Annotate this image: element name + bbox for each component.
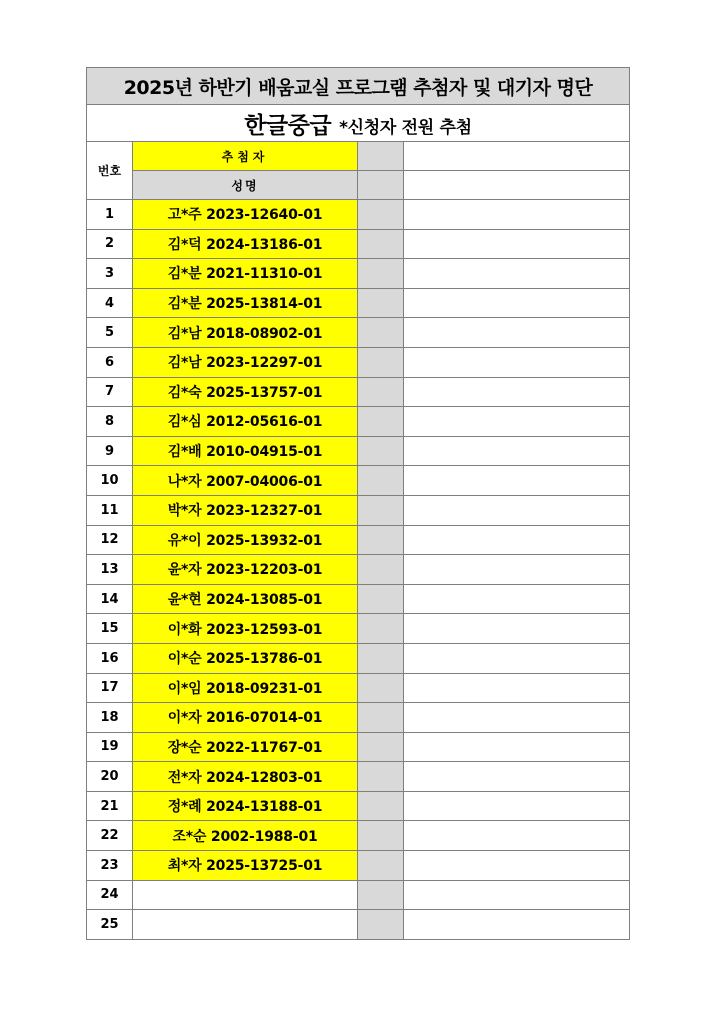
winner-name bbox=[133, 880, 358, 910]
blank-cell bbox=[404, 880, 630, 910]
table-row bbox=[87, 555, 630, 585]
gray-cell bbox=[358, 910, 404, 940]
blank-cell bbox=[404, 407, 630, 437]
winner-name: 박*자 2023-12327-01 bbox=[133, 495, 358, 525]
gray-header-cell bbox=[358, 142, 404, 171]
table-row bbox=[87, 762, 630, 792]
winner-name: 김*덕 2024-13186-01 bbox=[133, 229, 358, 259]
subtitle-cell bbox=[87, 105, 630, 142]
row-number: 4 bbox=[87, 288, 133, 318]
winner-name: 김*분 2021-11310-01 bbox=[133, 259, 358, 289]
blank-cell bbox=[404, 377, 630, 407]
blank-cell bbox=[404, 584, 630, 614]
gray-cell bbox=[358, 318, 404, 348]
gray-cell bbox=[358, 288, 404, 318]
blank-cell bbox=[404, 318, 630, 348]
row-number: 10 bbox=[87, 466, 133, 496]
row-number: 25 bbox=[87, 910, 133, 940]
subtitle-row bbox=[87, 105, 630, 142]
winner-name: 조*순 2002-1988-01 bbox=[133, 821, 358, 851]
row-number: 6 bbox=[87, 347, 133, 377]
name-header: 성명 bbox=[133, 171, 358, 200]
blank-cell bbox=[404, 466, 630, 496]
row-number: 18 bbox=[87, 703, 133, 733]
winner-name: 최*자 2025-13725-01 bbox=[133, 851, 358, 881]
blank-header-cell bbox=[404, 142, 630, 171]
gray-cell bbox=[358, 762, 404, 792]
row-number: 24 bbox=[87, 880, 133, 910]
blank-cell bbox=[404, 347, 630, 377]
winner-name: 김*남 2023-12297-01 bbox=[133, 347, 358, 377]
winner-name: 김*배 2010-04915-01 bbox=[133, 436, 358, 466]
blank-cell bbox=[404, 229, 630, 259]
blank-cell bbox=[404, 762, 630, 792]
table-row bbox=[87, 495, 630, 525]
winner-name: 김*숙 2025-13757-01 bbox=[133, 377, 358, 407]
table-row bbox=[87, 288, 630, 318]
gray-cell bbox=[358, 555, 404, 585]
winner-name: 이*화 2023-12593-01 bbox=[133, 614, 358, 644]
gray-cell bbox=[358, 347, 404, 377]
blank-cell bbox=[404, 732, 630, 762]
row-number: 16 bbox=[87, 643, 133, 673]
winner-name: 장*순 2022-11767-01 bbox=[133, 732, 358, 762]
table-row bbox=[87, 791, 630, 821]
gray-cell bbox=[358, 584, 404, 614]
table-row bbox=[87, 525, 630, 555]
blank-cell bbox=[404, 703, 630, 733]
table-row bbox=[87, 347, 630, 377]
row-number: 15 bbox=[87, 614, 133, 644]
row-number: 5 bbox=[87, 318, 133, 348]
header-row-2 bbox=[87, 171, 630, 200]
winner-name: 이*순 2025-13786-01 bbox=[133, 643, 358, 673]
blank-cell bbox=[404, 288, 630, 318]
gray-cell bbox=[358, 407, 404, 437]
gray-cell bbox=[358, 436, 404, 466]
winner-name: 김*남 2018-08902-01 bbox=[133, 318, 358, 348]
header-row-1 bbox=[87, 142, 630, 171]
table-row bbox=[87, 910, 630, 940]
table-row bbox=[87, 614, 630, 644]
table-row bbox=[87, 703, 630, 733]
table-row bbox=[87, 407, 630, 437]
table-row bbox=[87, 377, 630, 407]
gray-cell bbox=[358, 732, 404, 762]
gray-cell bbox=[358, 614, 404, 644]
winner-name: 유*이 2025-13932-01 bbox=[133, 525, 358, 555]
table-row bbox=[87, 643, 630, 673]
winner-name: 김*심 2012-05616-01 bbox=[133, 407, 358, 437]
row-number: 11 bbox=[87, 495, 133, 525]
course-name: 한글중급 bbox=[244, 112, 332, 139]
winner-name: 윤*현 2024-13085-01 bbox=[133, 584, 358, 614]
table-row bbox=[87, 436, 630, 466]
row-number: 9 bbox=[87, 436, 133, 466]
blank-cell bbox=[404, 200, 630, 230]
gray-cell bbox=[358, 495, 404, 525]
blank-cell bbox=[404, 259, 630, 289]
row-number: 3 bbox=[87, 259, 133, 289]
blank-cell bbox=[404, 910, 630, 940]
blank-header-cell bbox=[404, 171, 630, 200]
number-header: 번호 bbox=[87, 142, 133, 200]
gray-cell bbox=[358, 259, 404, 289]
blank-cell bbox=[404, 673, 630, 703]
gray-cell bbox=[358, 791, 404, 821]
blank-cell bbox=[404, 791, 630, 821]
blank-cell bbox=[404, 495, 630, 525]
blank-cell bbox=[404, 525, 630, 555]
gray-cell bbox=[358, 851, 404, 881]
gray-header-cell bbox=[358, 171, 404, 200]
table-row bbox=[87, 259, 630, 289]
gray-cell bbox=[358, 643, 404, 673]
winner-name bbox=[133, 910, 358, 940]
winner-name: 나*자 2007-04006-01 bbox=[133, 466, 358, 496]
gray-cell bbox=[358, 377, 404, 407]
winner-name: 고*주 2023-12640-01 bbox=[133, 200, 358, 230]
row-number: 1 bbox=[87, 200, 133, 230]
gray-cell bbox=[358, 525, 404, 555]
roster-table bbox=[86, 67, 630, 940]
row-number: 20 bbox=[87, 762, 133, 792]
gray-cell bbox=[358, 880, 404, 910]
row-number: 14 bbox=[87, 584, 133, 614]
table-row bbox=[87, 229, 630, 259]
blank-cell bbox=[404, 851, 630, 881]
table-row bbox=[87, 673, 630, 703]
page-title: 2025년 하반기 배움교실 프로그램 추첨자 및 대기자 명단 bbox=[87, 68, 630, 105]
gray-cell bbox=[358, 200, 404, 230]
table-row bbox=[87, 318, 630, 348]
row-number: 12 bbox=[87, 525, 133, 555]
blank-cell bbox=[404, 614, 630, 644]
winner-name: 김*분 2025-13814-01 bbox=[133, 288, 358, 318]
gray-cell bbox=[358, 466, 404, 496]
winner-name: 이*자 2016-07014-01 bbox=[133, 703, 358, 733]
table-row bbox=[87, 200, 630, 230]
table-row bbox=[87, 584, 630, 614]
row-number: 7 bbox=[87, 377, 133, 407]
row-number: 8 bbox=[87, 407, 133, 437]
course-note: *신청자 전원 추첨 bbox=[339, 117, 472, 138]
gray-cell bbox=[358, 229, 404, 259]
table-row bbox=[87, 851, 630, 881]
winner-name: 이*임 2018-09231-01 bbox=[133, 673, 358, 703]
winner-name: 전*자 2024-12803-01 bbox=[133, 762, 358, 792]
row-number: 22 bbox=[87, 821, 133, 851]
winner-header: 추첨자 bbox=[133, 142, 358, 171]
row-number: 2 bbox=[87, 229, 133, 259]
row-number: 23 bbox=[87, 851, 133, 881]
table-row bbox=[87, 732, 630, 762]
table-row bbox=[87, 821, 630, 851]
gray-cell bbox=[358, 673, 404, 703]
row-number: 19 bbox=[87, 732, 133, 762]
blank-cell bbox=[404, 821, 630, 851]
row-number: 13 bbox=[87, 555, 133, 585]
blank-cell bbox=[404, 555, 630, 585]
blank-cell bbox=[404, 643, 630, 673]
gray-cell bbox=[358, 821, 404, 851]
table-row bbox=[87, 466, 630, 496]
row-number: 21 bbox=[87, 791, 133, 821]
winner-name: 윤*자 2023-12203-01 bbox=[133, 555, 358, 585]
row-number: 17 bbox=[87, 673, 133, 703]
title-row bbox=[87, 68, 630, 105]
gray-cell bbox=[358, 703, 404, 733]
winner-name: 정*례 2024-13188-01 bbox=[133, 791, 358, 821]
blank-cell bbox=[404, 436, 630, 466]
table-row bbox=[87, 880, 630, 910]
